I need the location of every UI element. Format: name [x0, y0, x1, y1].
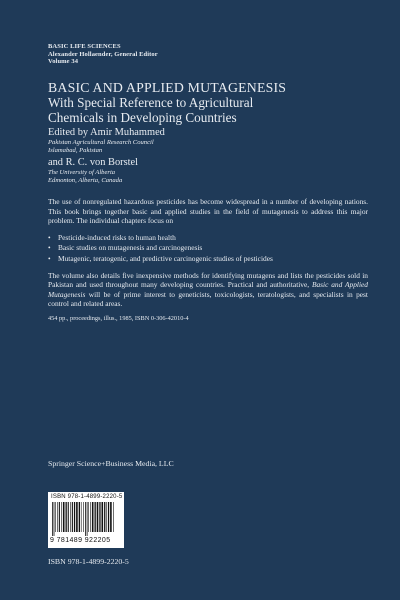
editor-2-location: Edmonton, Alberta, Canada: [48, 176, 123, 184]
description-paragraph-2: [48, 271, 368, 309]
book-title: BASIC AND APPLIED MUTAGENESIS: [48, 80, 287, 95]
title-block: [48, 80, 368, 184]
list-item-text: Basic studies on mutagenesis and carcinogenesis: [58, 243, 203, 253]
list-item: [48, 233, 368, 244]
barcode-isbn-label: ISBN 978-1-4899-2220-5: [51, 494, 123, 500]
description: [48, 197, 368, 324]
paragraph-2-end: will be of prime interest to geneticists, toxicologists, teratologists, and specialists in pest control and related areas.: [48, 289, 368, 309]
description-intro: The use of nonregulated hazardous pesticides has become widespread in a number of developing nations. This book brings together basic and applied studies in the field of mutagenesis to address this major problem. The individual chapters focus on: [48, 197, 368, 226]
editor-1-location: Islamabad, Pakistan: [48, 146, 103, 154]
bullet-icon: •: [48, 253, 51, 263]
publication-info: 454 pp., proceedings, illus., 1985, ISBN 0-306-42010-4: [48, 314, 189, 322]
bullet-icon: •: [48, 232, 51, 242]
editor-2: and R. C. von Borstel: [48, 157, 139, 169]
bullet-icon: •: [48, 243, 51, 253]
list-item-text: Pesticide-induced risks to human health: [58, 232, 176, 242]
barcode: [48, 492, 124, 548]
barcode-digits: 9 781489 922205: [50, 537, 111, 544]
list-item: [48, 254, 368, 265]
isbn: ISBN 978-1-4899-2220-5: [48, 557, 129, 566]
series-editor: Alexander Hollaender, General Editor: [48, 50, 158, 58]
list-item: [48, 243, 368, 254]
book-title-italic: Basic and Applied Mutagenesis: [48, 280, 368, 299]
paragraph-2-start: The volume also details five inexpensive methods for identifying mutagens and lists the pesticides sold in Pakistan and used throughout many developing countries. Practical and authoritative,: [48, 270, 368, 290]
editor-2-affiliation: The University of Alberta: [48, 169, 116, 177]
editor-1-affiliation: Pakistan Agricultural Research Council: [48, 139, 154, 146]
editor-1: Edited by Amir Muhammed: [48, 127, 165, 138]
series-volume: Volume 34: [48, 58, 79, 66]
list-item-text: Mutagenic, teratogenic, and predictive carcinogenic studies of pesticides: [58, 253, 273, 263]
chapter-list: [48, 233, 368, 265]
series-name: BASIC LIFE SCIENCES: [48, 43, 121, 50]
book-subtitle-line-1: With Special Reference to Agricultural: [48, 95, 254, 110]
barcode-bars: [52, 502, 120, 536]
book-subtitle-line-2: Chemicals in Developing Countries: [48, 110, 237, 125]
series-info: [48, 43, 158, 66]
publisher-name: Springer Science+Business Media, LLC: [48, 459, 174, 468]
